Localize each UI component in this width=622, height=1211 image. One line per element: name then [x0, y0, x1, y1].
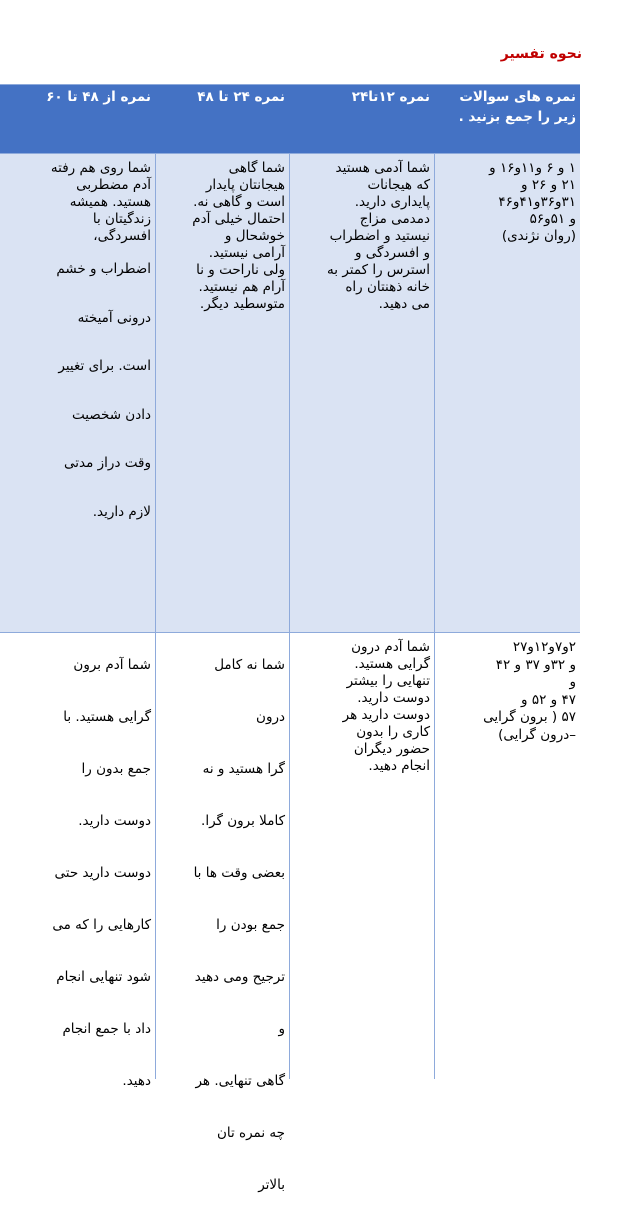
header-line: نمره های سوالات: [459, 89, 576, 105]
cell-line: و: [278, 1021, 285, 1037]
cell-line: ترجیح ومی دهید: [194, 969, 285, 985]
cell-line: زندگیتان با: [92, 211, 151, 227]
header-questions: [434, 85, 580, 153]
questions-cell: [434, 154, 580, 632]
cell-line: شما آدم برون: [73, 657, 151, 673]
table-row-extraversion: [0, 632, 580, 1193]
cell-line: دمدمی مزاج: [359, 211, 430, 227]
cell-line: دوست دارید حتی: [54, 865, 151, 881]
table-row-neuroticism: [0, 153, 580, 632]
cell-line: می دهید.: [378, 296, 430, 312]
cell-line: درون: [256, 709, 285, 725]
cell-line: آرامی نیستید.: [208, 245, 285, 261]
cell-line: دوست دارید.: [78, 813, 151, 829]
cell-line: افسردگی،: [93, 228, 151, 244]
cell-line: و ۳۲و ۳۷ و ۴۲: [495, 656, 576, 673]
cell-line: ۳۱و۳۶و۴۱و۴۶: [498, 194, 576, 210]
cell-line: ولی ناراحت و نا: [196, 262, 285, 278]
cell-line: کاری را بدون: [356, 724, 430, 740]
cell-line: کاملا برون گرا.: [201, 813, 285, 829]
cell-line: هستید. همیشه: [69, 194, 151, 210]
cell-line: است و گاهی نه.: [193, 194, 285, 210]
cell-line: و افسردگی و: [354, 245, 430, 261]
low-score-cell: [289, 633, 434, 1079]
cell-line: شما آدم درون: [351, 639, 430, 655]
cell-line: جمع بودن را: [216, 917, 285, 933]
header-high-score: [0, 85, 155, 153]
cell-line: کارهایی را که می: [52, 917, 151, 933]
cell-line: و ۵۱و۵۶: [529, 211, 576, 227]
cell-line: خانه ذهنتان راه: [345, 279, 430, 295]
mid-score-cell: [155, 154, 289, 632]
cell-line: متوسطید دیگر.: [199, 296, 285, 312]
cell-line: ۵۷ ( برون گرایی: [483, 709, 576, 725]
cell-line: شما آدمی هستید: [335, 160, 430, 176]
cell-line: درونی آمیخته: [77, 309, 151, 326]
cell-line: احتمال خیلی آدم: [192, 211, 285, 227]
cell-line: گاهی تنهایی. هر: [195, 1073, 285, 1089]
cell-line: شما روی هم رفته: [50, 160, 151, 176]
cell-line: استرس را کمتر به: [327, 262, 430, 278]
cell-line: –درون گرایی): [498, 726, 576, 743]
section-title: نحوه تفسیر: [500, 46, 582, 62]
table-header-row: [0, 85, 580, 153]
cell-line: انجام دهید.: [368, 758, 430, 774]
cell-line: دوست دارید هر: [342, 707, 430, 723]
cell-line: ۲۱ و ۲۶ و: [521, 177, 576, 193]
cell-line: چه نمره تان: [216, 1125, 285, 1141]
cell-line: گرا هستید و نه: [202, 761, 285, 777]
cell-line: جمع بدون را: [81, 761, 151, 777]
cell-line: شما گاهی: [228, 160, 285, 176]
cell-line: دهید.: [122, 1073, 151, 1089]
cell-line: خوشحال و: [224, 228, 285, 244]
cell-line: که هیجانات: [367, 177, 430, 193]
cell-line: بالاتر: [258, 1177, 285, 1193]
cell-line: دوست دارید.: [357, 690, 430, 706]
header-low-score: [289, 85, 434, 153]
cell-line: گرایی هستید.: [354, 656, 430, 672]
cell-line: اضطراب و خشم: [56, 261, 151, 277]
header-line: نمره از ۴۸ تا ۶۰: [46, 89, 151, 105]
cell-line: دادن شخصیت: [71, 406, 151, 423]
cell-line: شما نه کامل: [214, 657, 285, 673]
mid-score-cell: [155, 633, 289, 1193]
cell-line: بعضی وقت ها با: [193, 865, 285, 881]
cell-line: حضور دیگران: [353, 741, 430, 757]
header-line: زیر را جمع بزنید .: [458, 109, 576, 125]
cell-line: است. برای تغییر: [58, 358, 151, 374]
cell-line: داد با جمع انجام: [62, 1021, 151, 1037]
cell-line: تنهایی را بیشتر: [346, 673, 430, 689]
cell-line: وقت دراز مدتی: [64, 455, 151, 471]
cell-line: پایداری دارید.: [354, 194, 430, 210]
cell-line: شود تنهایی انجام: [56, 969, 151, 985]
header-mid-score: [155, 85, 289, 153]
cell-line: (روان نژندی): [501, 228, 576, 244]
cell-line: لازم دارید.: [92, 503, 151, 520]
low-score-cell: [289, 154, 434, 632]
header-line: نمره ۱۲تا۲۴: [351, 89, 430, 105]
cell-line: ۴۷ و ۵۲ و: [521, 691, 576, 708]
cell-line: گرایی هستید. با: [63, 709, 151, 725]
questions-cell: [434, 633, 580, 1079]
cell-line: آدم مضطربی: [76, 177, 151, 193]
header-line: نمره ۲۴ تا ۴۸: [197, 89, 285, 105]
cell-line: آرام هم نیستید.: [198, 279, 285, 295]
cell-line: نیستید و اضطراب: [329, 228, 430, 244]
cell-line: و: [569, 674, 576, 690]
cell-line: ۱ و ۶ و۱۱و۱۶ و: [489, 160, 576, 176]
cell-line: ۲و۷و۱۲و۲۷: [512, 639, 576, 655]
cell-line: هیجانتان پایدار: [205, 177, 285, 193]
high-score-cell: [0, 154, 155, 632]
high-score-cell: [0, 633, 155, 1089]
interpretation-table: [0, 84, 580, 1193]
